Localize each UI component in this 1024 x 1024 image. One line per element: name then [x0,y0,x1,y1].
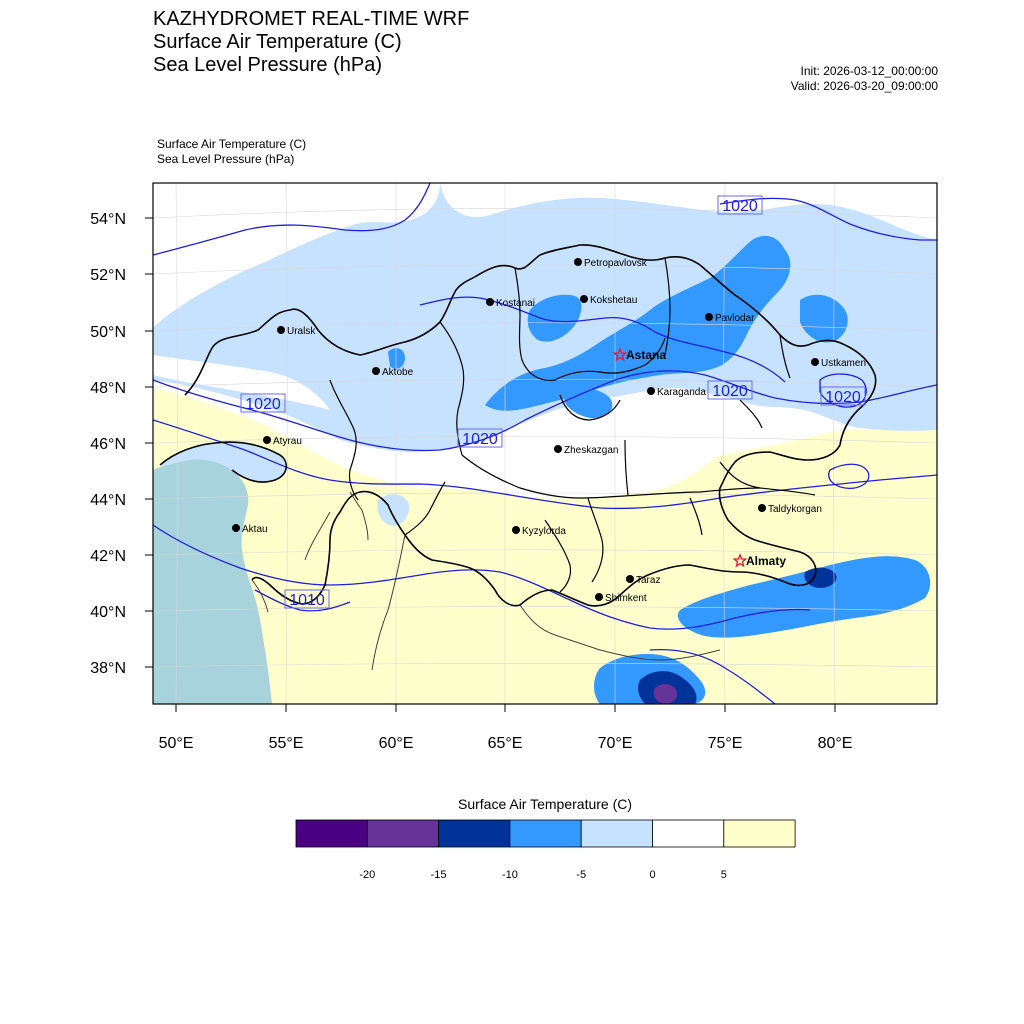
city-label: Aktobe [382,367,414,378]
isobar-label: 1020 [825,389,861,406]
city-label: Kyzylorda [522,526,566,537]
city-label: Astana [626,348,667,362]
colorbar-swatch [581,820,652,847]
colorbar-tick-label: -5 [576,869,587,881]
lat-label: 44°N [90,492,126,509]
lat-label: 46°N [90,436,126,453]
city-petropavlovsk [574,258,648,269]
title-line-3: Sea Level Pressure (hPa) [153,54,383,76]
city-label: Karaganda [657,387,706,398]
colorbar-swatch [724,820,795,847]
lon-label: 75°E [707,735,743,752]
city-label: Kokshetau [590,295,638,306]
city-dot-icon [647,387,655,395]
colorbar-title: Surface Air Temperature (C) [457,796,633,812]
field-label-temperature: Surface Air Temperature (C) [157,137,307,151]
city-dot-icon [232,524,240,532]
city-dot-icon [758,504,766,512]
lat-label: 52°N [90,267,126,284]
lat-label: 42°N [90,548,126,565]
isobar-label: 1020 [722,198,758,215]
city-dot-icon [705,313,713,321]
lon-axis [159,704,853,752]
lon-label: 70°E [597,735,633,752]
city-dot-icon [554,445,562,453]
lon-label: 65°E [487,735,523,752]
title-line-2: Surface Air Temperature (C) [153,31,402,53]
init-time: Init: 2026-03-12_00:00:00 [800,64,938,78]
city-label: Atyrau [273,436,302,447]
lon-label: 50°E [158,735,194,752]
city-label: Uralsk [287,326,316,337]
city-dot-icon [372,367,380,375]
colorbar-swatch [367,820,438,847]
lon-label: 60°E [378,735,414,752]
lat-label: 50°N [90,324,126,341]
valid-time: Valid: 2026-03-20_09:00:00 [790,79,938,93]
city-dot-icon [595,593,603,601]
colorbar-swatch [296,820,367,847]
city-label: Kostanai [496,298,535,309]
city-label: Taraz [636,575,661,586]
field-label-pressure: Sea Level Pressure (hPa) [157,152,295,166]
city-label: Pavlodar [715,313,755,324]
city-label: Petropavlovsk [584,258,647,269]
lat-label: 38°N [90,660,126,677]
city-dot-icon [626,575,634,583]
city-label: Taldykorgan [768,504,822,515]
city-label: Almaty [746,554,787,568]
city-dot-icon [486,298,494,306]
city-dot-icon [263,436,271,444]
colorbar-swatch [510,820,581,847]
city-taldykorgan [758,504,822,515]
city-label: Shimkent [605,593,647,604]
colorbar [296,820,795,881]
lat-label: 54°N [90,211,126,228]
city-label: Aktau [242,524,268,535]
colorbar-tick-label: -15 [430,869,447,881]
city-dot-icon [512,526,520,534]
isobar-label: 1020 [245,396,281,413]
colorbar-tick-label: -20 [359,869,376,881]
isobar-label: 1020 [462,431,498,448]
lat-label: 40°N [90,604,126,621]
city-dot-icon [277,326,285,334]
colorbar-tick-label: 5 [720,869,727,881]
colorbar-tick-label: -10 [501,869,518,881]
city-dot-icon [811,358,819,366]
city-dot-icon [574,258,582,266]
lon-label: 55°E [268,735,304,752]
colorbar-tick-label: 0 [649,869,656,881]
isobar-label: 1020 [712,383,748,400]
isobar-label: 1010 [289,592,325,609]
lat-label: 48°N [90,380,126,397]
city-label: Zheskazgan [564,445,619,456]
lat-axis [90,211,153,677]
title-line-1: KAZHYDROMET REAL-TIME WRF [153,8,470,30]
colorbar-swatch [653,820,724,847]
city-zheskazgan [554,445,618,456]
city-label: Ustkamen [821,358,867,369]
map-area[interactable] [153,183,937,704]
colorbar-swatch [439,820,510,847]
city-dot-icon [580,295,588,303]
lon-label: 80°E [817,735,853,752]
